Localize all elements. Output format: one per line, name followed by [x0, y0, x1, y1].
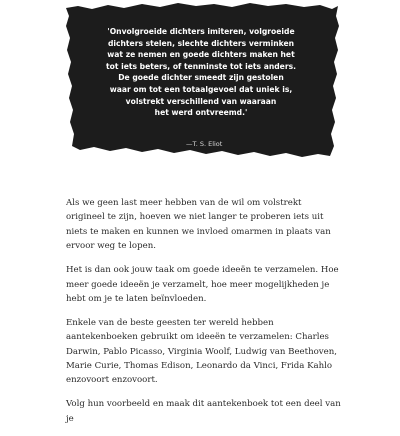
- quote-text: 'Onvolgroeide dichters imiteren, volgroeide dichters stelen, slechte dichters verminken wat ze nemen en goede dichters maken het tot iets beters, of tenminste tot iets anders. De goede dichter smeedt zijn gestolen waar om tot een totaalgevoel dat uniek is, volstrekt verschillend van waaraan het werd ontvreemd.': [106, 27, 296, 118]
- paragraph: Volg hun voorbeeld en maak dit aantekenboek tot een deel van je: [66, 399, 341, 424]
- paragraph: Het is dan ook jouw taak om goede ideeën te verzamelen. Hoe meer goede ideeën je verzamelt, hoe meer mogelijkheden je hebt om je te laten beïnvloeden.: [66, 265, 339, 304]
- quote-banner: [0, 0, 400, 172]
- paragraph: Enkele van de beste geesten ter wereld hebben aantekenboeken gebruikt om ideeën te verzamelen: Charles Darwin, Pablo Picasso, Virginia Woolf, Ludwig van Beethoven, Marie Curie, Thomas Edison, Leonardo da Vinci, Frida Kahlo enzovoort enzovoort.: [66, 317, 337, 386]
- paragraph: Als we geen last meer hebben van de wil om volstrekt origineel te zijn, hoeven we niet langer te proberen iets uit niets te maken en kunnen we invloed omarmen in plaats van ervoor weg te lopen.: [66, 198, 331, 252]
- body-text: [66, 196, 341, 436]
- quote-attribution: —T. S. Eliot: [186, 140, 223, 148]
